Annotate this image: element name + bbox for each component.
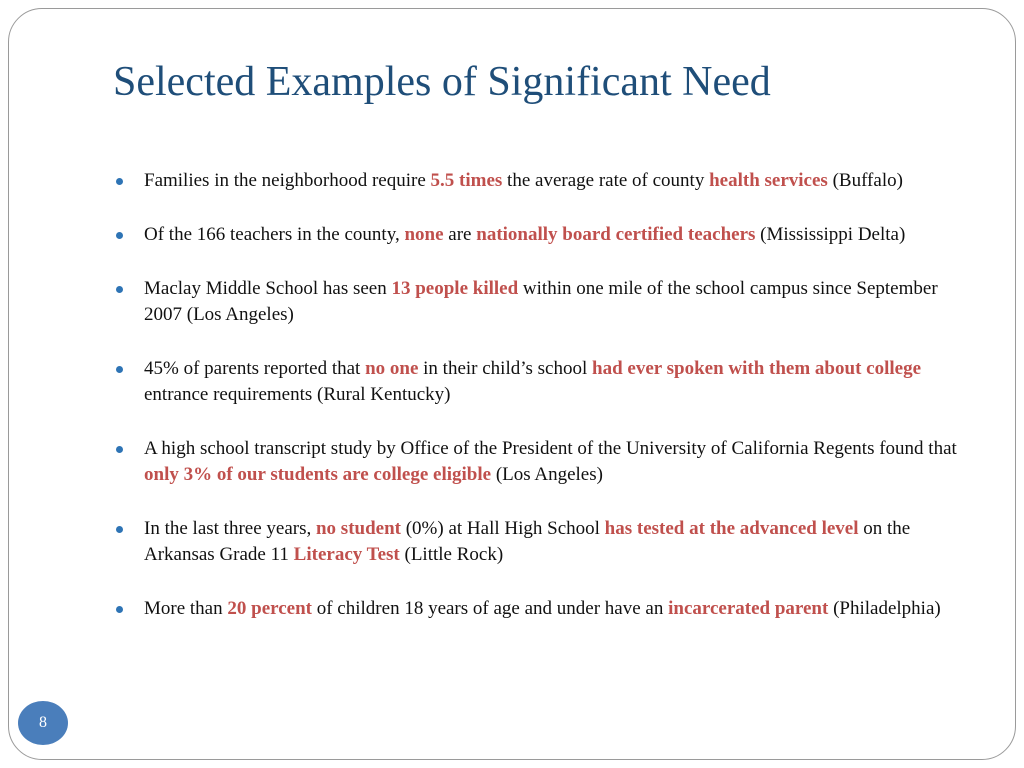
highlight-text: 5.5 times [430,170,503,191]
bullet-list [113,168,963,650]
slide-title: Selected Examples of Significant Need [113,59,771,105]
bullet-item-2 [113,222,963,248]
bullet-dot-icon [116,446,123,453]
bullet-text: A high school transcript study by Office of the President of the University of California Regents found that [144,438,957,459]
highlight-text: health services [709,170,828,191]
bullet-dot-icon [116,606,123,613]
bullet-text: (0%) at Hall High School [400,518,605,539]
bullet-item-5 [113,436,963,488]
bullet-text: (Buffalo) [827,170,903,191]
highlight-text: Literacy Test [293,544,400,565]
highlight-text: no one [365,358,419,379]
highlight-text: only 3% of our students are college eligible [144,464,492,485]
bullet-dot-icon [116,232,123,239]
bullet-text: Of the 166 teachers in the county, [144,224,405,245]
bullet-dot-icon [116,366,123,373]
bullet-text: 45% of parents reported that [144,358,366,379]
bullet-text: Families in the neighborhood require [144,170,431,191]
highlight-text: had ever spoken with them about college [592,358,921,379]
highlight-text: incarcerated parent [668,598,829,619]
bullet-item-6 [113,516,963,568]
bullet-dot-icon [116,178,123,185]
bullet-text: More than [144,598,228,619]
highlight-text: 13 people killed [391,278,519,299]
highlight-text: no student [315,518,401,539]
highlight-text: none [404,224,444,245]
highlight-text: nationally board certified teachers [476,224,756,245]
bullet-text: (Philadelphia) [828,598,941,619]
highlight-text: 20 percent [227,598,312,619]
bullet-text: are [443,224,477,245]
bullet-dot-icon [116,526,123,533]
bullet-text: in their child’s school [418,358,593,379]
bullet-text: within one mile of the school campus since September 2007 (Los Angeles) [144,278,938,325]
bullet-item-3 [113,276,963,328]
highlight-text: has tested at the advanced level [604,518,859,539]
bullet-text: the average rate of county [502,170,710,191]
bullet-item-4 [113,356,963,408]
bullet-text: (Mississippi Delta) [755,224,906,245]
bullet-text: Maclay Middle School has seen [144,278,392,299]
bullet-text: (Los Angeles) [491,464,603,485]
bullet-item-7 [113,596,963,622]
bullet-text: In the last three years, [144,518,316,539]
page-number-badge: 8 [18,701,68,745]
bullet-text: on the Arkansas Grade 11 [144,518,911,565]
bullet-text: entrance requirements (Rural Kentucky) [144,384,451,405]
bullet-item-1 [113,168,963,194]
bullet-dot-icon [116,286,123,293]
bullet-text: (Little Rock) [399,544,504,565]
bullet-text: of children 18 years of age and under have an [311,598,669,619]
